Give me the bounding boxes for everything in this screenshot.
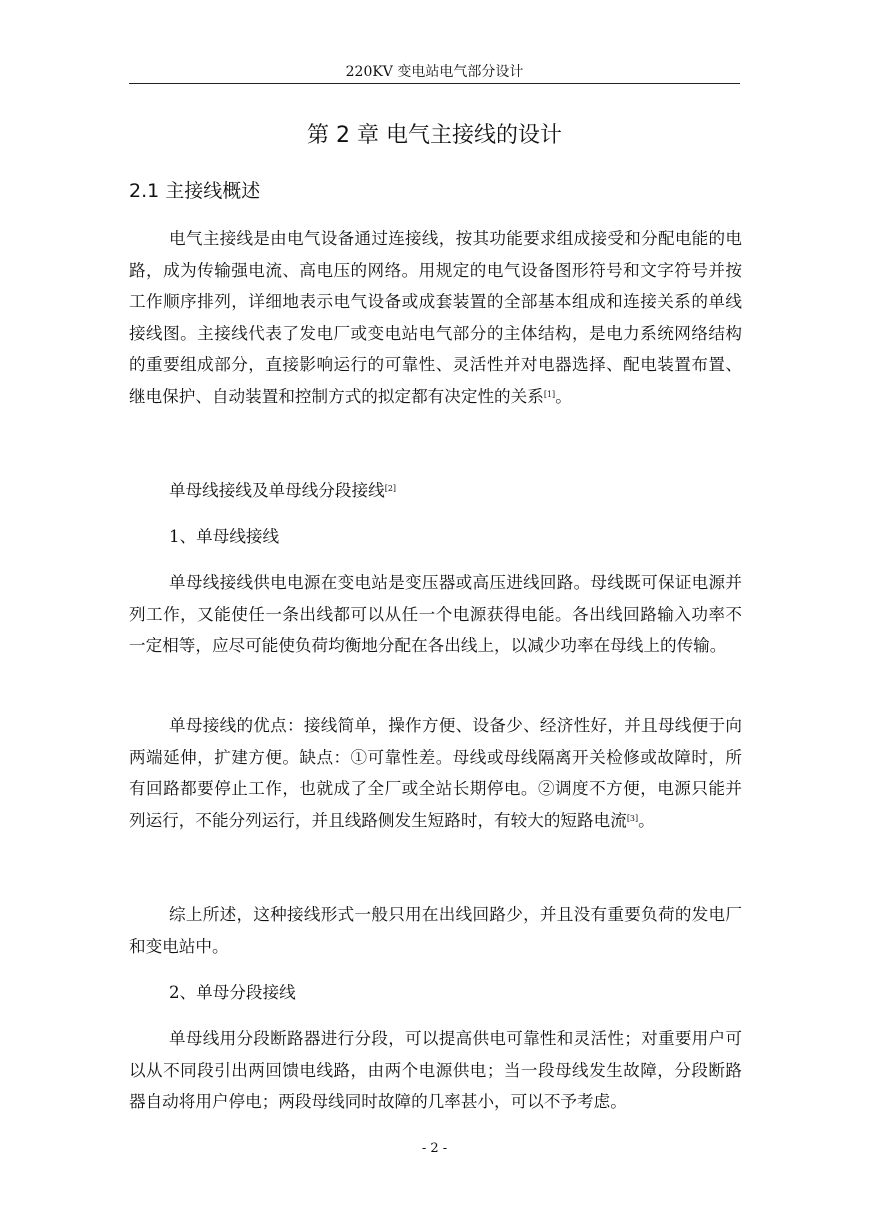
- paragraph-main-wiring-overview: [129, 223, 742, 413]
- paragraph-end: 。: [555, 386, 572, 406]
- running-header: [129, 62, 740, 84]
- running-header-title: 220KV 变电站电气部分设计: [345, 64, 524, 80]
- paragraph-text: 电气主接线是由电气设备通过连接线，按其功能要求组成接受和分配电能的电路，成为传输强电流、高电压的网络。用规定的电气设备图形符号和文字符号并按工作顺序排列，详细地表示电气设备或成套装置的全部基本组成和连接关系的单线接线图。主接线代表了发电厂或变电站电气部分的主体结构，是电力系统网络结构的重要组成部分，直接影响运行的可靠性、灵活性并对电器选择、配电装置布置、继电保护、自动装置和控制方式的拟定都有决定性的关系: [129, 229, 742, 406]
- chapter-title: 第 2 章 电气主接线的设计: [307, 123, 562, 148]
- paragraph-end: 。: [638, 810, 655, 830]
- paragraph-sectionalized-bus-description: 单母线用分段断路器进行分段，可以提高供电可靠性和灵活性；对重要用户可以从不同段引出两回馈电线路，由两个电源供电；当一段母线发生故障，分段断路器自动将用户停电；两段母线同时故障的几率甚小，可以不予考虑。: [129, 1029, 742, 1112]
- paragraph-text: 单母接线的优点：接线简单，操作方便、设备少、经济性好，并且母线便于向两端延伸，扩建方便。缺点：①可靠性差。母线或母线隔离开关检修或故障时，所有回路都要停止工作，也就成了全厂或全站长期停电。②调度不方便，电源只能并列运行，不能分列运行，并且线路侧发生短路时，有较大的短路电流: [129, 716, 742, 830]
- paragraph-summary: 综上所述，这种接线形式一般只用在出线回路少，并且没有重要负荷的发电厂和变电站中。: [129, 905, 742, 956]
- citation-ref: [1]: [543, 389, 556, 399]
- paragraph-wiring-types: [129, 475, 742, 507]
- subheading-sectionalized-bus: 2、单母分段接线: [169, 983, 296, 1002]
- paragraph-single-bus-pros-cons: [129, 710, 742, 836]
- citation-ref: [3]: [626, 813, 639, 823]
- citation-ref: [2]: [384, 484, 397, 493]
- paragraph-single-bus-description: 单母线接线供电电源在变电站是变压器或高压进线回路。母线既可保证电源并列工作，又能使任一条出线都可以从任一个电源获得电能。各出线回路输入功率不一定相等，应尽可能使负荷均衡地分配在各出线上，以减少功率在母线上的传输。: [129, 573, 742, 656]
- page-number: - 2 -: [421, 1141, 448, 1156]
- paragraph-text: 单母线接线及单母线分段接线: [169, 481, 385, 500]
- subheading-single-bus: 1、单母线接线: [169, 527, 280, 546]
- section-title: 2.1 主接线概述: [129, 180, 261, 202]
